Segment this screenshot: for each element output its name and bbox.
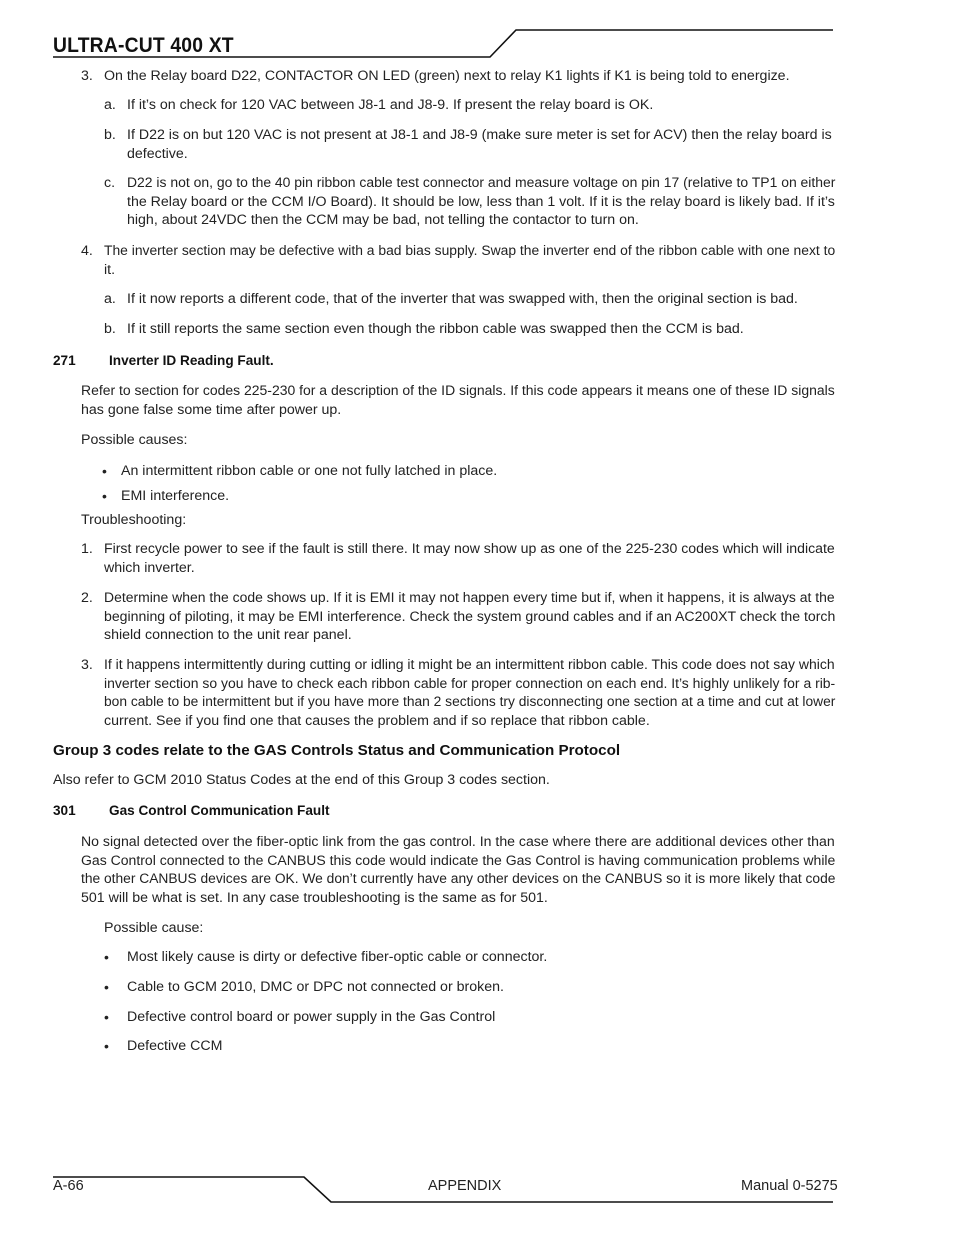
step-3a-text	[127, 96, 835, 115]
step-3a-label: a.	[104, 97, 116, 113]
text-line: If it still reports the same section even though the ribbon cable was swapped then the CCM is bad.	[127, 321, 744, 337]
step-4a-label: a.	[104, 291, 116, 307]
bullet-icon: •	[102, 463, 107, 479]
section-301-code: 301	[53, 803, 76, 818]
trouble-step-2	[104, 589, 835, 645]
possible-cause-label: Possible cause:	[104, 920, 204, 936]
trouble-step-3	[104, 656, 835, 730]
text-line: If D22 is on but 120 VAC is not present at J8-1 and J8-9 (make sure meter is set for ACV) then the relay board is	[127, 127, 832, 143]
step-3b-label: b.	[104, 127, 116, 143]
text-line: Determine when the code shows up. If it is EMI it may not happen every time but if, when it happens, it is always at the	[104, 590, 835, 606]
section-301-intro	[81, 833, 835, 907]
text-line: inverter section so you have to check each ribbon cable for proper connection on each end. It’s highly unlikely for a rib-	[104, 675, 836, 692]
step-4-text	[104, 242, 835, 279]
section-301-title: Gas Control Communication Fault	[109, 803, 330, 818]
bullet-icon: •	[102, 488, 107, 504]
text-line: No signal detected over the fiber-optic link from the gas control. In the case where there are additional devices other than	[81, 834, 835, 850]
bullet-icon: •	[104, 949, 109, 965]
text-line: which inverter.	[104, 559, 195, 576]
step-4b-label: b.	[104, 321, 116, 337]
cause-item: Defective CCM	[127, 1038, 223, 1054]
text-line: it.	[104, 261, 116, 278]
text-line: The inverter section may be defective with a bad bias supply. Swap the inverter end of the ribbon cable with one next to	[104, 243, 836, 259]
section-271-code: 271	[53, 353, 76, 368]
footer-section: APPENDIX	[428, 1178, 502, 1194]
footer-page-number: A-66	[53, 1178, 84, 1194]
step-3-number: 3.	[81, 68, 93, 84]
text-line: current. See if you find one that causes the problem and if so replace that ribbon cable.	[104, 712, 650, 729]
step-4a-text	[127, 290, 835, 309]
bullet-icon: •	[104, 979, 109, 995]
trouble-step-1	[104, 540, 835, 577]
step-4-number: 4.	[81, 243, 93, 259]
text-line: If it’s on check for 120 VAC between J8-1 and J8-9. If present the relay board is OK.	[127, 97, 654, 113]
text-line: the Relay board or the CCM I/O Board). It should be low, less than 1 volt. If it is the relay board is likely bad. If it’s	[127, 193, 835, 210]
possible-causes-label: Possible causes:	[81, 432, 188, 448]
text-line: 501 will be what is set. In any case troubleshooting is the same as for 501.	[81, 889, 548, 906]
text-line: Refer to section for codes 225-230 for a description of the ID signals. If this code appears it means one of these ID signals	[81, 383, 835, 399]
step-3c-label: c.	[104, 175, 116, 191]
cause-item: An intermittent ribbon cable or one not fully latched in place.	[121, 463, 498, 479]
section-271-title: Inverter ID Reading Fault.	[109, 353, 274, 368]
trouble-step-number: 3.	[81, 657, 93, 673]
section-271-intro	[81, 382, 835, 419]
trouble-step-number: 2.	[81, 590, 93, 606]
step-3-text	[104, 67, 835, 86]
footer-manual-number: Manual 0-5275	[741, 1178, 838, 1194]
text-line: Gas Control connected to the CANBUS this code would indicate the Gas Control is having communication problems while	[81, 852, 836, 869]
bullet-icon: •	[104, 1009, 109, 1025]
group-3-note: Also refer to GCM 2010 Status Codes at the end of this Group 3 codes section.	[53, 772, 550, 788]
cause-item: Cable to GCM 2010, DMC or DPC not connected or broken.	[127, 979, 504, 995]
troubleshooting-label: Troubleshooting:	[81, 512, 187, 528]
text-line: beginning of piloting, it may be EMI interference. Check the system ground cables and if an AC200XT check the torch	[104, 608, 836, 625]
text-line: First recycle power to see if the fault is still there. It may now show up as one of the 225-230 codes which will indicate	[104, 541, 835, 557]
step-4b-text	[127, 320, 835, 339]
text-line: the other CANBUS devices are OK. We don’t currently have any other devices on the CANBUS so it is more likely that code	[81, 871, 836, 888]
text-line: If it happens intermittently during cutting or idling it might be an intermittent ribbon cable. This code does not say which	[104, 657, 835, 673]
group-3-heading: Group 3 codes relate to the GAS Controls Status and Communication Protocol	[53, 742, 621, 759]
cause-item: Most likely cause is dirty or defective fiber-optic cable or connector.	[127, 949, 548, 965]
text-line: D22 is not on, go to the 40 pin ribbon cable test connector and measure voltage on pin 17 (relative to TP1 on either	[127, 175, 836, 191]
text-line: has gone false some time after power up.	[81, 401, 342, 418]
text-line: bon cable to be intermittent but if you have more than 2 sections try disconnecting one section at a time and cut at lower	[104, 694, 836, 711]
text-line: defective.	[127, 145, 188, 162]
page-title: ULTRA-CUT 400 XT	[53, 34, 234, 57]
text-line: shield connection to the unit rear panel.	[104, 627, 352, 644]
cause-item: Defective control board or power supply in the Gas Control	[127, 1009, 496, 1025]
step-3b-text	[127, 126, 835, 163]
text-line: high, about 24VDC then the CCM may be bad, not telling the contactor to turn on.	[127, 212, 639, 229]
cause-item: EMI interference.	[121, 488, 230, 504]
text-line: On the Relay board D22, CONTACTOR ON LED (green) next to relay K1 lights if K1 is being told to energize.	[104, 68, 790, 84]
trouble-step-number: 1.	[81, 541, 93, 557]
step-3c-text	[127, 174, 835, 230]
text-line: If it now reports a different code, that of the inverter that was swapped with, then the original section is bad.	[127, 291, 798, 307]
bullet-icon: •	[104, 1038, 109, 1054]
